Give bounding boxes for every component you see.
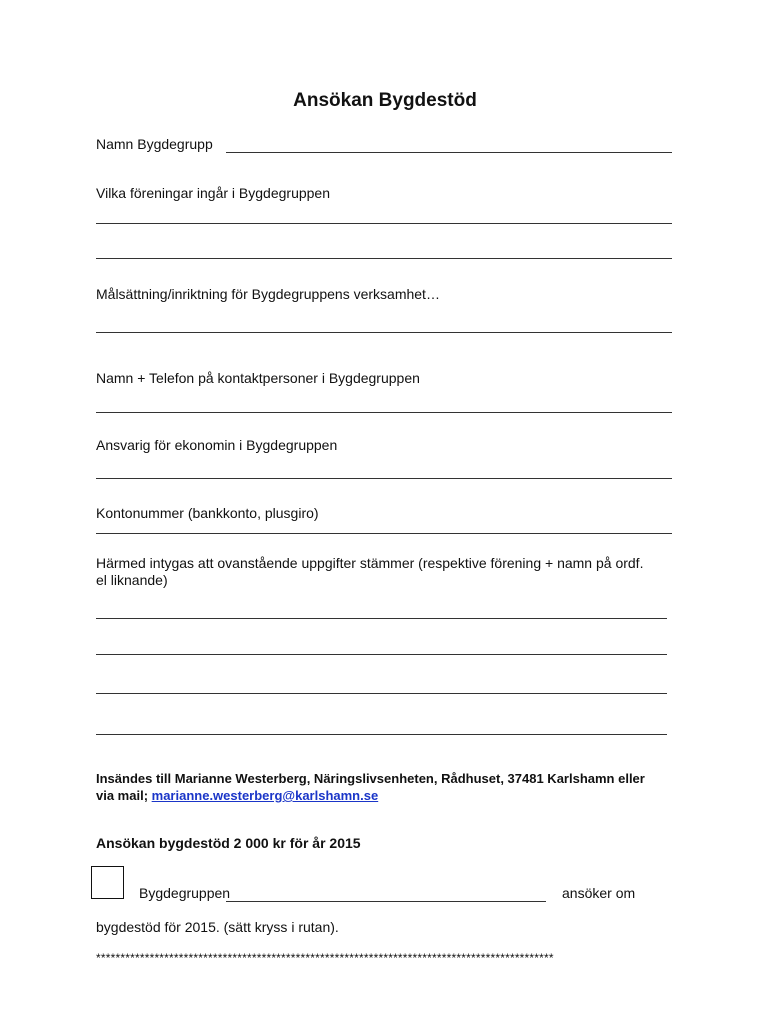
input-line-namn[interactable] — [226, 152, 672, 153]
page-title: Ansökan Bygdestöd — [293, 90, 477, 111]
separator-stars: ********************************************************************************************** — [96, 951, 554, 965]
input-line-intyg-1[interactable] — [96, 618, 667, 619]
email-link[interactable]: marianne.westerberg@karlshamn.se — [151, 788, 379, 803]
label-intyg-line2: el liknande) — [96, 572, 168, 588]
label-malsattning: Målsättning/inriktning för Bygdegruppens verksamhet… — [96, 286, 440, 302]
label-ekonomi: Ansvarig för ekonomin i Bygdegruppen — [96, 437, 338, 453]
label-bygdestod-2015: bygdestöd för 2015. (sätt kryss i rutan). — [96, 919, 339, 935]
label-foreningar: Vilka föreningar ingår i Bygdegruppen — [96, 185, 331, 201]
input-line-ekonomi[interactable] — [96, 478, 672, 479]
input-line-malsattning[interactable] — [96, 332, 672, 333]
input-line-foreningar-1[interactable] — [96, 223, 672, 224]
label-kontaktpersoner: Namn + Telefon på kontaktpersoner i Bygdegruppen — [96, 370, 420, 386]
input-line-kontakt[interactable] — [96, 412, 672, 413]
send-mail-row — [96, 788, 378, 803]
input-line-bygdegruppen[interactable] — [226, 901, 546, 902]
label-intyg-line1: Härmed intygas att ovanstående uppgifter stämmer (respektive förening + namn på ordf. — [96, 555, 644, 571]
input-line-intyg-2[interactable] — [96, 654, 667, 655]
input-line-kontonummer[interactable] — [96, 533, 672, 534]
label-kontonummer: Kontonummer (bankkonto, plusgiro) — [96, 505, 319, 521]
input-line-intyg-4[interactable] — [96, 734, 667, 735]
input-line-foreningar-2[interactable] — [96, 258, 672, 259]
label-bygdegruppen: Bygdegruppen — [139, 885, 231, 901]
send-mail-prefix: via mail; — [96, 788, 152, 803]
apply-checkbox[interactable] — [91, 866, 124, 899]
send-instructions: Insändes till Marianne Westerberg, Näringslivsenheten, Rådhuset, 37481 Karlshamn eller — [96, 771, 645, 786]
input-line-intyg-3[interactable] — [96, 693, 667, 694]
label-ansoker-om: ansöker om — [562, 885, 636, 901]
label-namn-bygdegrupp: Namn Bygdegrupp — [96, 136, 213, 152]
application-heading: Ansökan bygdestöd 2 000 kr för år 2015 — [96, 835, 361, 851]
